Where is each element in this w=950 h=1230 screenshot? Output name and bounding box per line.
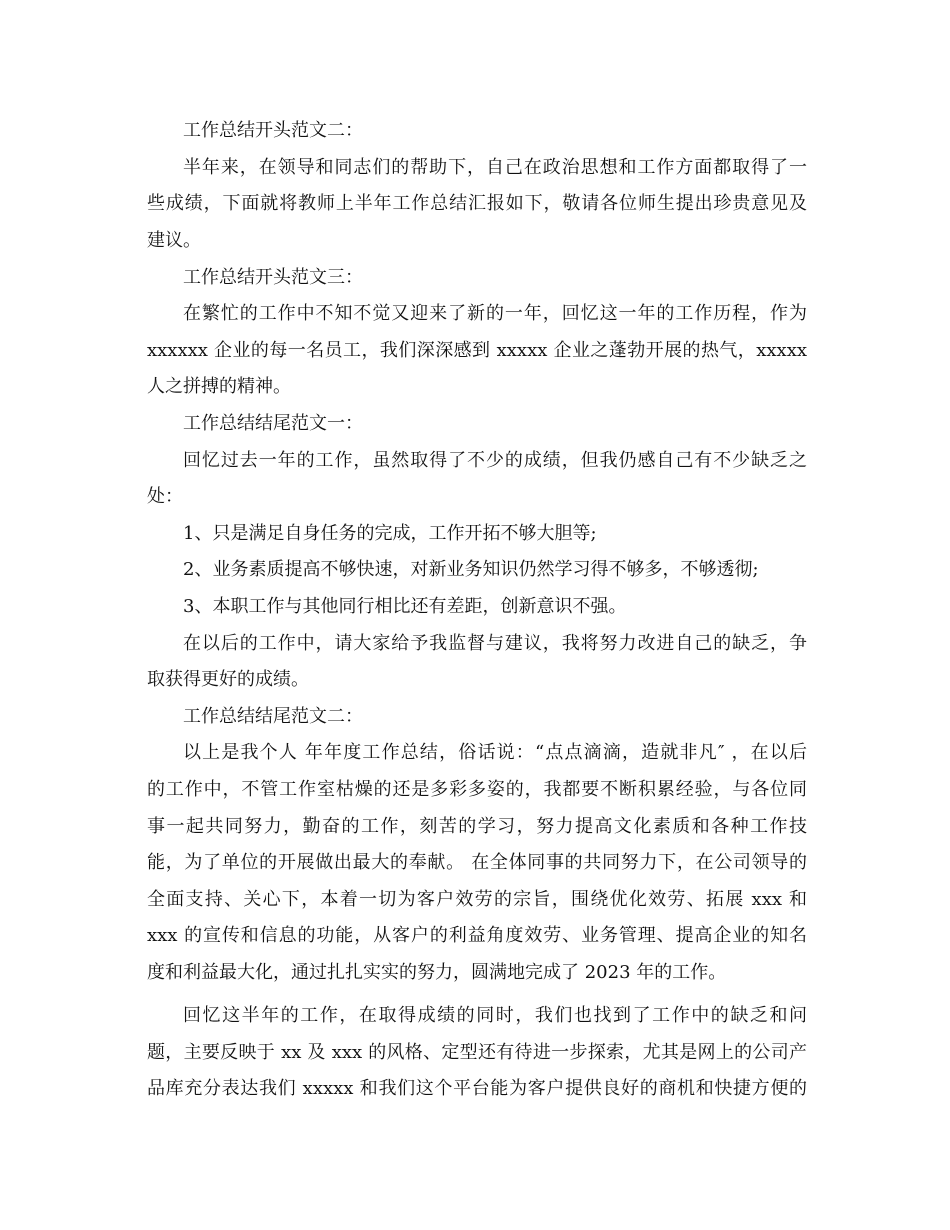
paragraph-line: 全面支持、关心下，本着一切为客户效劳的宗旨，围绕优化效劳、拓展 xxx 和 [147,889,807,910]
paragraph-line: 回忆这半年的工作，在取得成绩的同时，我们也找到了工作中的缺乏和问 [183,1005,807,1026]
paragraph-line: 建议。 [147,230,201,251]
heading-closing-example-1: 工作总结结尾范文一： [183,413,363,434]
paragraph-line: 品库充分表达我们 xxxxx 和我们这个平台能为客户提供良好的商机和快捷方便的 [147,1078,807,1099]
paragraph-line: xxx 的宣传和信息的功能，从客户的利益角度效劳、业务管理、提高企业的知名 [147,925,807,946]
paragraph-line: 能，为了单位的开展做出最大的奉献。 在全体同事的共同努力下，在公司领导的 [147,852,807,873]
heading-opening-example-3: 工作总结开头范文三： [183,267,363,288]
paragraph-line: 处： [147,486,183,507]
paragraph-line: 回忆过去一年的工作，虽然取得了不少的成绩，但我仍感自己有不少缺乏之 [183,450,807,471]
list-item: 3、本职工作与其他同行相比还有差距，创新意识不强。 [183,596,627,617]
heading-closing-example-2: 工作总结结尾范文二： [183,706,363,727]
paragraph-line: 些成绩，下面就将教师上半年工作总结汇报如下，敬请各位师生提出珍贵意见及 [147,193,807,214]
paragraph-line: 在以后的工作中，请大家给予我监督与建议，我将努力改进自己的缺乏，争 [183,633,807,654]
paragraph-line: 度和利益最大化，通过扎扎实实的努力，圆满地完成了 2023 年的工作。 [147,962,727,983]
paragraph-line: 在繁忙的工作中不知不觉又迎来了新的一年，回忆这一年的工作历程，作为 [183,303,807,324]
paragraph-line: 的工作中，不管工作室枯燥的还是多彩多姿的，我都要不断积累经验，与各位同 [147,779,807,800]
heading-opening-example-2: 工作总结开头范文二： [183,120,363,141]
paragraph-line: 以上是我个人 年年度工作总结，俗话说：“点点滴滴，造就非凡″ ，在以后 [183,742,807,763]
list-item: 1、只是满足自身任务的完成，工作开拓不够大胆等; [183,523,597,544]
paragraph-line: 取获得更好的成绩。 [147,669,309,690]
paragraph-line: 题，主要反映于 xx 及 xxx 的风格、定型还有待进一步探索，尤其是网上的公司产 [147,1042,807,1063]
paragraph-line: xxxxxx 企业的每一名员工，我们深深感到 xxxxx 企业之蓬勃开展的热气，xxxxx [147,340,807,361]
paragraph-line: 半年来，在领导和同志们的帮助下，自己在政治思想和工作方面都取得了一 [183,157,807,178]
paragraph-line: 事一起共同努力，勤奋的工作，刻苦的学习，努力提高文化素质和各种工作技 [147,816,807,837]
paragraph-line: 人之拼搏的精神。 [147,376,291,397]
list-item: 2、业务素质提高不够快速，对新业务知识仍然学习得不够多，不够透彻; [183,559,759,580]
